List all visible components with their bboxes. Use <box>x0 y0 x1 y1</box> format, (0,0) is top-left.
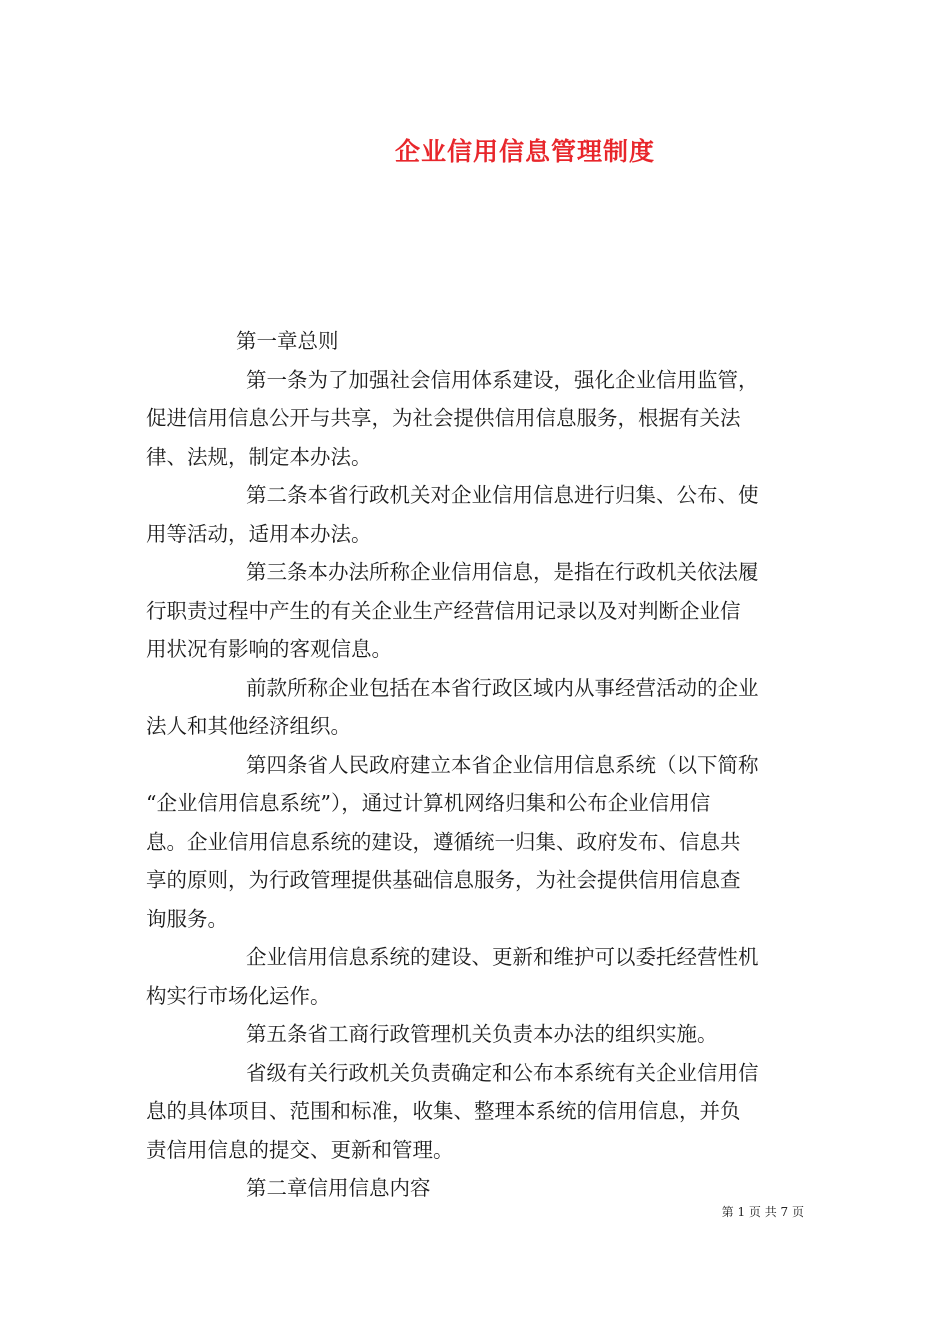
paragraph-line: “企业信用信息系统”），通过计算机网络归集和公布企业信用信 <box>146 791 711 815</box>
paragraph-line: 息。企业信用信息系统的建设，遵循统一归集、政府发布、信息共 <box>146 829 741 854</box>
paragraph-line: 第三条本办法所称企业信用信息，是指在行政机关依法履 <box>246 560 759 584</box>
paragraph-line: 企业信用信息系统的建设、更新和维护可以委托经营性机 <box>246 945 759 969</box>
paragraph-line: 第一条为了加强社会信用体系建设，强化企业信用监管， <box>246 367 759 392</box>
paragraph-line: 责信用信息的提交、更新和管理。 <box>146 1137 454 1162</box>
paragraph-line: 用状况有影响的客观信息。 <box>146 637 392 661</box>
paragraph-line: 行职责过程中产生的有关企业生产经营信用记录以及对判断企业信 <box>146 598 741 623</box>
paragraph-line: 构实行市场化运作。 <box>146 983 331 1008</box>
paragraph-line: 省级有关行政机关负责确定和公布本系统有关企业信用信 <box>246 1060 759 1085</box>
paragraph-line: 前款所称企业包括在本省行政区域内从事经营活动的企业 <box>246 675 759 700</box>
paragraph-line: 用等活动，适用本办法。 <box>146 521 372 546</box>
paragraph-line: 促进信用信息公开与共享，为社会提供信用信息服务，根据有关法 <box>146 406 741 430</box>
paragraph-line: 息的具体项目、范围和标准，收集、整理本系统的信用信息，并负 <box>146 1099 741 1123</box>
paragraph-line: 询服务。 <box>146 906 228 931</box>
document-title: 企业信用信息管理制度 <box>394 137 655 166</box>
paragraph-line: 享的原则，为行政管理提供基础信息服务，为社会提供信用信息查 <box>146 868 741 892</box>
paragraph-line: 法人和其他经济组织。 <box>146 714 351 738</box>
document-body <box>146 322 806 1208</box>
paragraph-line: 律、法规，制定本办法。 <box>146 444 372 469</box>
paragraph-line: 第四条省人民政府建立本省企业信用信息系统（以下简称 <box>246 752 759 777</box>
paragraph-line: 第二条本省行政机关对企业信用信息进行归集、公布、使 <box>246 483 759 507</box>
chapter-heading: 第一章总则 <box>236 329 339 353</box>
paragraph-line: 第五条省工商行政管理机关负责本办法的组织实施。 <box>246 1022 718 1046</box>
page-number: 第 1 页 共 7 页 <box>721 1205 804 1219</box>
chapter-heading: 第二章信用信息内容 <box>246 1176 431 1200</box>
